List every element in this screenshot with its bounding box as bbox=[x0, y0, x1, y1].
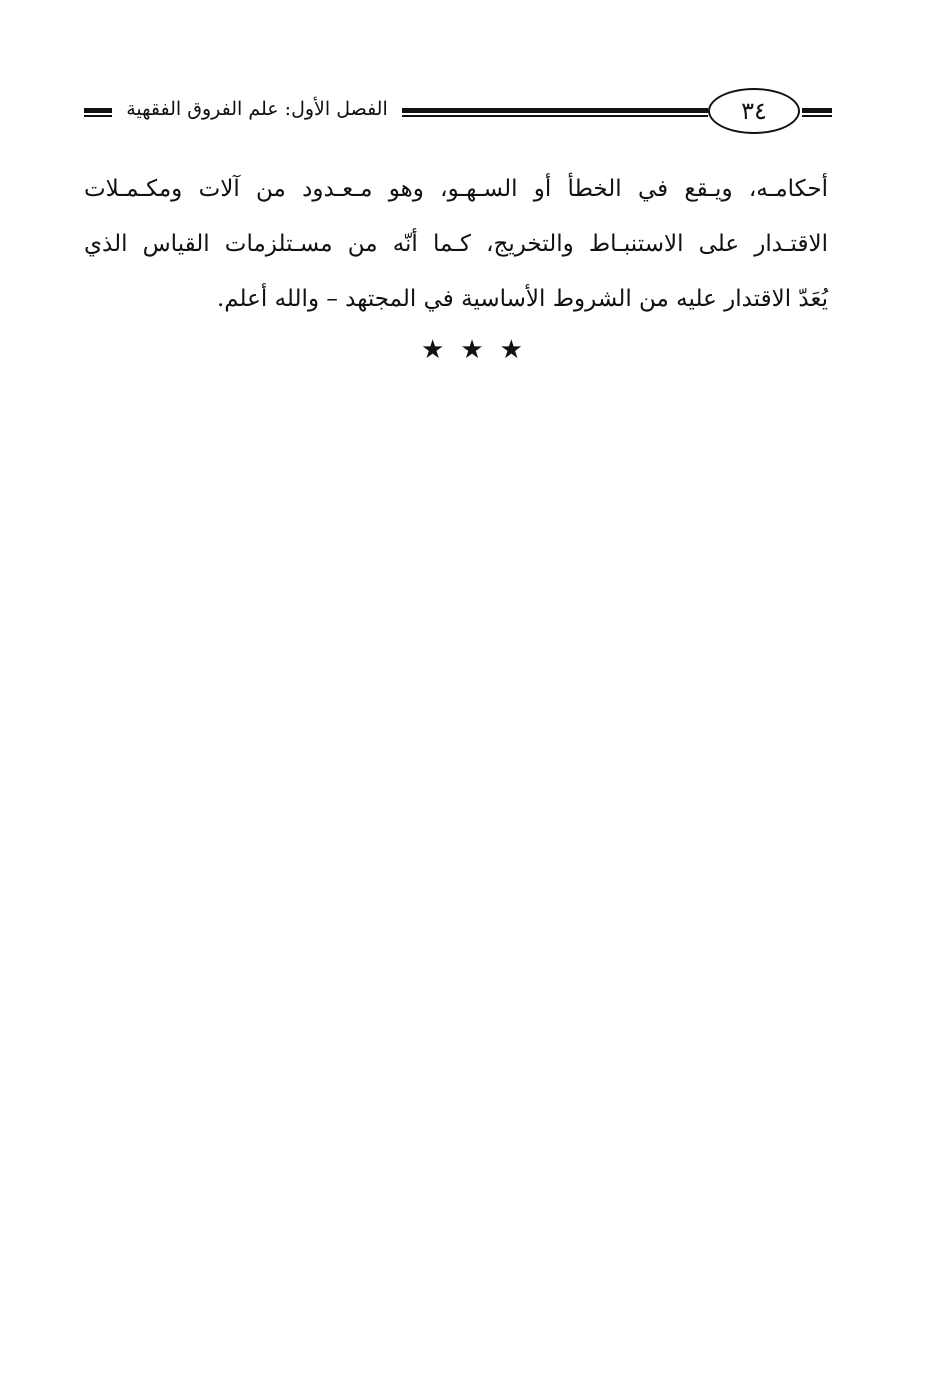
body-line-2: الاقتـدار على الاستنبـاط والتخريج، كـما أنّه من مسـتلزمات القياس الذي bbox=[84, 231, 828, 257]
page-number: ٣٤ bbox=[741, 97, 767, 125]
header-rule-right bbox=[802, 108, 832, 117]
header-rule-left bbox=[84, 108, 112, 117]
body-paragraph bbox=[84, 162, 828, 327]
body-line-3: يُعَدّ الاقتدار عليه من الشروط الأساسية في المجتهد – والله أعلم. bbox=[216, 286, 828, 312]
header-rule-middle bbox=[402, 108, 708, 117]
body-line-1: أحكامـه، ويـقع في الخطأ أو السـهـو، وهو مـعـدود من آلات ومكـمـلات bbox=[84, 176, 828, 202]
running-title: الفصل الأول: علم الفروق الفقهية bbox=[126, 98, 388, 120]
running-header bbox=[84, 86, 832, 140]
page-number-oval bbox=[708, 88, 800, 134]
section-break-stars: ★★★ bbox=[421, 335, 539, 365]
